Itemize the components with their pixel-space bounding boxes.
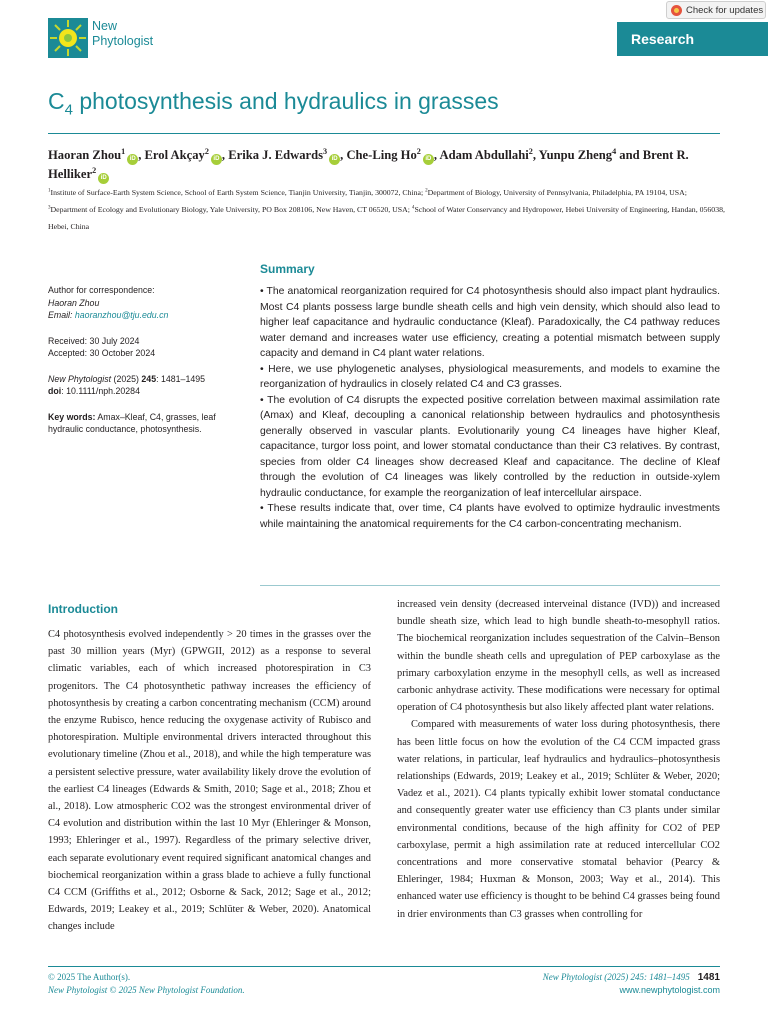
paragraph: increased vein density (decreased interveinal distance (IVD)) and increased bundle sheath size, which lead to high bundle sheath-to-mesophyll ratios. The biochemical reorganization includes sequestration of the Calvin–Benson within the bundle sheath cells and upregulation of PEP carboxylase as the primary carboxylation enzyme in the mesophyll cells, as well as increased carbonic anhydrase activity. These modifications were necessary for optimal operation of C4 photosynthesis but also likely affected plant water relations. [397,599,720,714]
author-name[interactable]: Haoran Zhou [48,148,122,162]
keywords: Amax–Kleaf, C4, grasses, leaf hydraulic conductance, photosynthesis. [48,411,216,434]
check-for-updates-button[interactable] [666,1,766,19]
summary-bullet: • The evolution of C4 disrupts the expected positive correlation between maximal assimilation rate (Amax) and Kleaf, decoupling a canonical relationship between hydraulics and photosynthesis generally observed in vascular plants. Evolutionarily young C4 lineages have higher Kleaf, capacitance, turgor loss point, and lower stomatal conductance than their C3 relatives. By contrast, species from older C4 lineages show decreased Kleaf and capacitance. The decline of Kleaf through the evolution of C4 lineages was likely controlled by the reduction in outside-xylem hydraulic conductance, for example the reorganization of leaf intercellular airspace. [260,394,720,499]
journal-name: New Phytologist [48,373,112,384]
email-link[interactable]: haoranzhou@tju.edu.cn [74,310,169,320]
orcid-icon[interactable]: iD [127,154,138,165]
summary-divider [260,585,720,586]
author-list: Haoran Zhou$^1$iD , Erol Akçay$^2$iD , Erika J. Edwards$^3$iD , Che-Ling Ho$^2$iD , Adam Abdullahi$^2$, Yunpu Zheng$^4$ and Brent R. Helliker$^2$iD [48,146,728,184]
author-name[interactable]: Yunpu Zheng [538,148,613,162]
journal-url-link[interactable]: www.newphytologist.com [619,985,720,995]
summary-bullet: • These results indicate that, over time, C4 plants have evolved to optimize hydraulic investments while maintaining the anatomical requirements for the C4 carbon-concentrating mechanism. [260,503,720,530]
orcid-icon[interactable]: iD [211,154,222,165]
author-name[interactable]: Erika J. Edwards [228,148,324,162]
paragraph: Compared with measurements of water loss during photosynthesis, there has been little focus on how the evolution of the C4 CCM impacted grass water relations, in particular, leaf hydraulics and hydraulics–photosynthesis relationships (Edwards, 2019; Leakey et al., 2019; Schlüter & Weber, 2020; Vadez et al., 2021). C4 plants typically exhibit lower stomatal conductance and consequently greater water use efficiency than C3 plants under similar environmental conditions, because of the high affinity for CO2 of PEP carboxylase, permit a high assimilation rate at reduced intercellular CO2 concentrations and more conservative stomatal behavior (Pearcy & Ehleringer, 1984; Huxman & Monson, 2003; Way et al., 2014). This enhanced water use efficiency is thought to be behind C4 grasses being found in drier environments than C3 grasses when controlling for [397,719,720,920]
introduction-heading: Introduction [48,602,118,616]
title-divider [48,133,720,134]
footer-citation: New Phytologist (2025) 245: 1481–1495 1481 www.newphytologist.com [542,972,720,995]
section-tab-research: Research [617,22,768,56]
article-title: $C_4$ photosynthesis and hydraulics in grasses [48,88,499,119]
footer-copyright: © 2025 The Author(s). New Phytologist © 2025 New Phytologist Foundation. [48,972,245,995]
new-phytologist-logo-icon [48,18,88,58]
author-name[interactable]: Che-Ling Ho [346,148,417,162]
author-name[interactable]: Adam Abdullahi [439,148,529,162]
page-number: 1481 [697,972,720,983]
author-name[interactable]: Brent R. Helliker [48,148,689,181]
orcid-icon[interactable]: iD [98,173,109,184]
summary-bullet: • The anatomical reorganization required for C4 photosynthesis should also impact plant hydraulics. Most C4 plants possess large bundle sheath cells and high vein density, which should also lead to higher leaf capacitance and hydraulic conductance (Kleaf). Paradoxically, the C4 pathway reduces water demand and increases water use efficiency, creating a potential mismatch between supply capacity and demand in C4 plant water relations. [260,286,720,359]
summary-body [260,284,720,532]
brand-name-line1: New [92,19,118,33]
brand-name-line2: Phytologist [92,34,154,48]
keywords-label: Key words: [48,411,96,422]
summary-heading: Summary [260,262,315,276]
crossmark-icon [671,5,682,16]
accepted-date: Accepted: 30 October 2024 [48,348,156,358]
affiliations: $^1$Institute of Surface-Earth System Science, School of Earth System Science, Tianjin University, Tianjin, 300072, China; $^2$Department of Biology, University of Pennsylvania, Philadelphia, PA 19104, USA; $^3$Department of Ecology and Evolutionary Biology, Yale University, PO Box 208106, New Haven, CT 06520, USA; $^4$School of Water Conservancy and Hydropower, Hebei University of Engineering, Handan, 056038, Hebei, China [48,187,725,231]
orcid-icon[interactable]: iD [329,154,340,165]
author-name[interactable]: Erol Akçay [144,148,205,162]
body-column-right [397,596,720,923]
correspondence-label: Author for correspondence: [48,285,155,295]
footer-divider [48,966,720,967]
check-updates-label: Check for updates [686,4,764,16]
summary-bullet: • Here, we use phylogenetic analyses, physiological measurements, and models to examine the reorganization of hydraulics in closely related C4 and C3 grasses. [260,363,720,390]
article-info-sidebar: Author for correspondence: Haoran Zhou Email: haoranzhou@tju.edu.cn Received: 30 July 2024 Accepted: 30 October 2024 New Phytologist (2025) 245: 1481–1495 doi: 10.1111/nph.20284 Key words: Amax–Kleaf, C4, grasses, leaf hydraulic conductance, photosynthesis. [48,285,216,434]
doi-link[interactable]: : 10.1111/nph.20284 [61,386,140,396]
orcid-icon[interactable]: iD [423,154,434,165]
correspondence-name: Haoran Zhou [48,297,100,308]
body-column-left [48,626,371,936]
paragraph: C4 photosynthesis evolved independently > 20 times in the grasses over the past 30 million years (Myr) (GPWGII, 2012) as a response to several climatic variables, each of which increased photorespiration in C3 progenitors. The C4 photosynthetic pathway increases the efficiency of photosynthesis by creating a carbon concentrating mechanism (CCM) around the enzyme Rubisco, hence reducing the oxygenase activity of Rubisco and photorespiration. Multiple environmental drivers interacted throughout this evolutionary timeline (Zhou et al., 2018), and while the high temperature was a persistent selective pressure, water availability likely drove the evolution of the earliest C4 lineages (Edwards & Smith, 2010; Sage et al., 2018; Zhou et al., 2018). Low atmospheric CO2 was the strongest environmental driver of C4 evolution and distribution within the last 10 Myr (Ehleringer & Monson, 1993; Ehleringer et al., 1997). Regardless of the primary selective driver, each separate evolutionary event required significant anatomical changes and biochemical reorganization within a grass blade to achieve a fully functional C4 CCM (Griffiths et al., 2012; Osborne & Sack, 2012; Sage et al., 2012; Edwards, 2019; Leakey et al., 2019; Schlüter & Weber, 2020). Anatomical changes include [48,629,371,933]
received-date: Received: 30 July 2024 [48,335,140,346]
